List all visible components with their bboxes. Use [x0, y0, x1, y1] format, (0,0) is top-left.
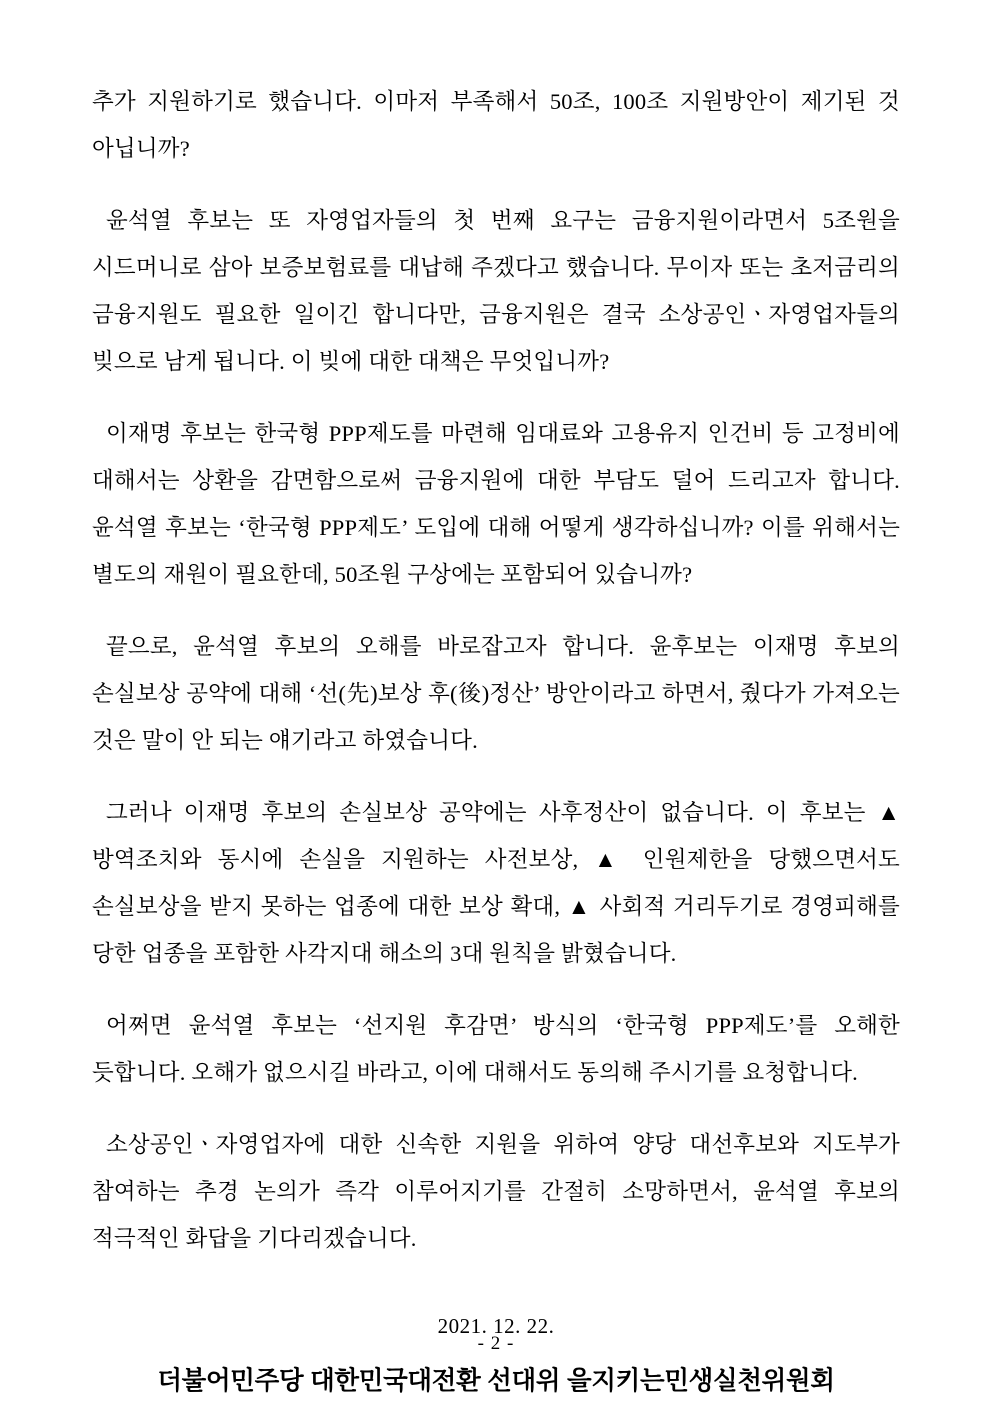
- paragraph-6: 어쩌면 윤석열 후보는 ‘선지원 후감면’ 방식의 ‘한국형 PPP제도’를 오해한 듯합니다. 오해가 없으시길 바라고, 이에 대해서도 동의해 주시기를 요청합니다.: [92, 1013, 900, 1085]
- paragraph-2: 윤석열 후보는 또 자영업자들의 첫 번째 요구는 금융지원이라면서 5조원을 시드머니로 삼아 보증보험료를 대납해 주겠다고 했습니다. 무이자 또는 초저금리의 금융지원도 필요한 일이긴 합니다만, 금융지원은 결국 소상공인ㆍ자영업자들의 빚으로 남게 됩니다. 이 빚에 대한 대책은 무엇입니까?: [92, 208, 900, 374]
- document-date: 2021. 12. 22.: [437, 1314, 555, 1338]
- page-number: - 2 -: [477, 1333, 515, 1354]
- paragraph-4: 끝으로, 윤석열 후보의 오해를 바로잡고자 합니다. 윤후보는 이재명 후보의 손실보상 공약에 대해 ‘선(先)보상 후(後)정산’ 방안이라고 하면서, 줬다가 가져오는 것은 말이 안 되는 얘기라고 하였습니다.: [92, 634, 900, 753]
- paragraph-7: 소상공인ㆍ자영업자에 대한 신속한 지원을 위하여 양당 대선후보와 지도부가 참여하는 추경 논의가 즉각 이루어지기를 간절히 소망하면서, 윤석열 후보의 적극적인 화답을 기다리겠습니다.: [92, 1132, 900, 1251]
- paragraph-1: 추가 지원하기로 했습니다. 이마저 부족해서 50조, 100조 지원방안이 제기된 것 아닙니까?: [92, 89, 900, 161]
- document-signature: 더불어민주당 대한민국대전환 선대위 을지키는민생실천위원회: [157, 1367, 835, 1395]
- paragraph-5: 그러나 이재명 후보의 손실보상 공약에는 사후정산이 없습니다. 이 후보는 ▲ 방역조치와 동시에 손실을 지원하는 사전보상, ▲ 인원제한을 당했으면서도 손실보상을 받지 못하는 업종에 대한 보상 확대, ▲ 사회적 거리두기로 경영피해를 당한 업종을 포함한 사각지대 해소의 3대 원칙을 밝혔습니다.: [92, 800, 900, 966]
- paragraph-3: 이재명 후보는 한국형 PPP제도를 마련해 임대료와 고용유지 인건비 등 고정비에 대해서는 상환을 감면함으로써 금융지원에 대한 부담도 덜어 드리고자 합니다. 윤석열 후보는 ‘한국형 PPP제도’ 도입에 대해 어떻게 생각하십니까? 이를 위해서는 별도의 재원이 필요한데, 50조원 구상에는 포함되어 있습니까?: [92, 421, 900, 587]
